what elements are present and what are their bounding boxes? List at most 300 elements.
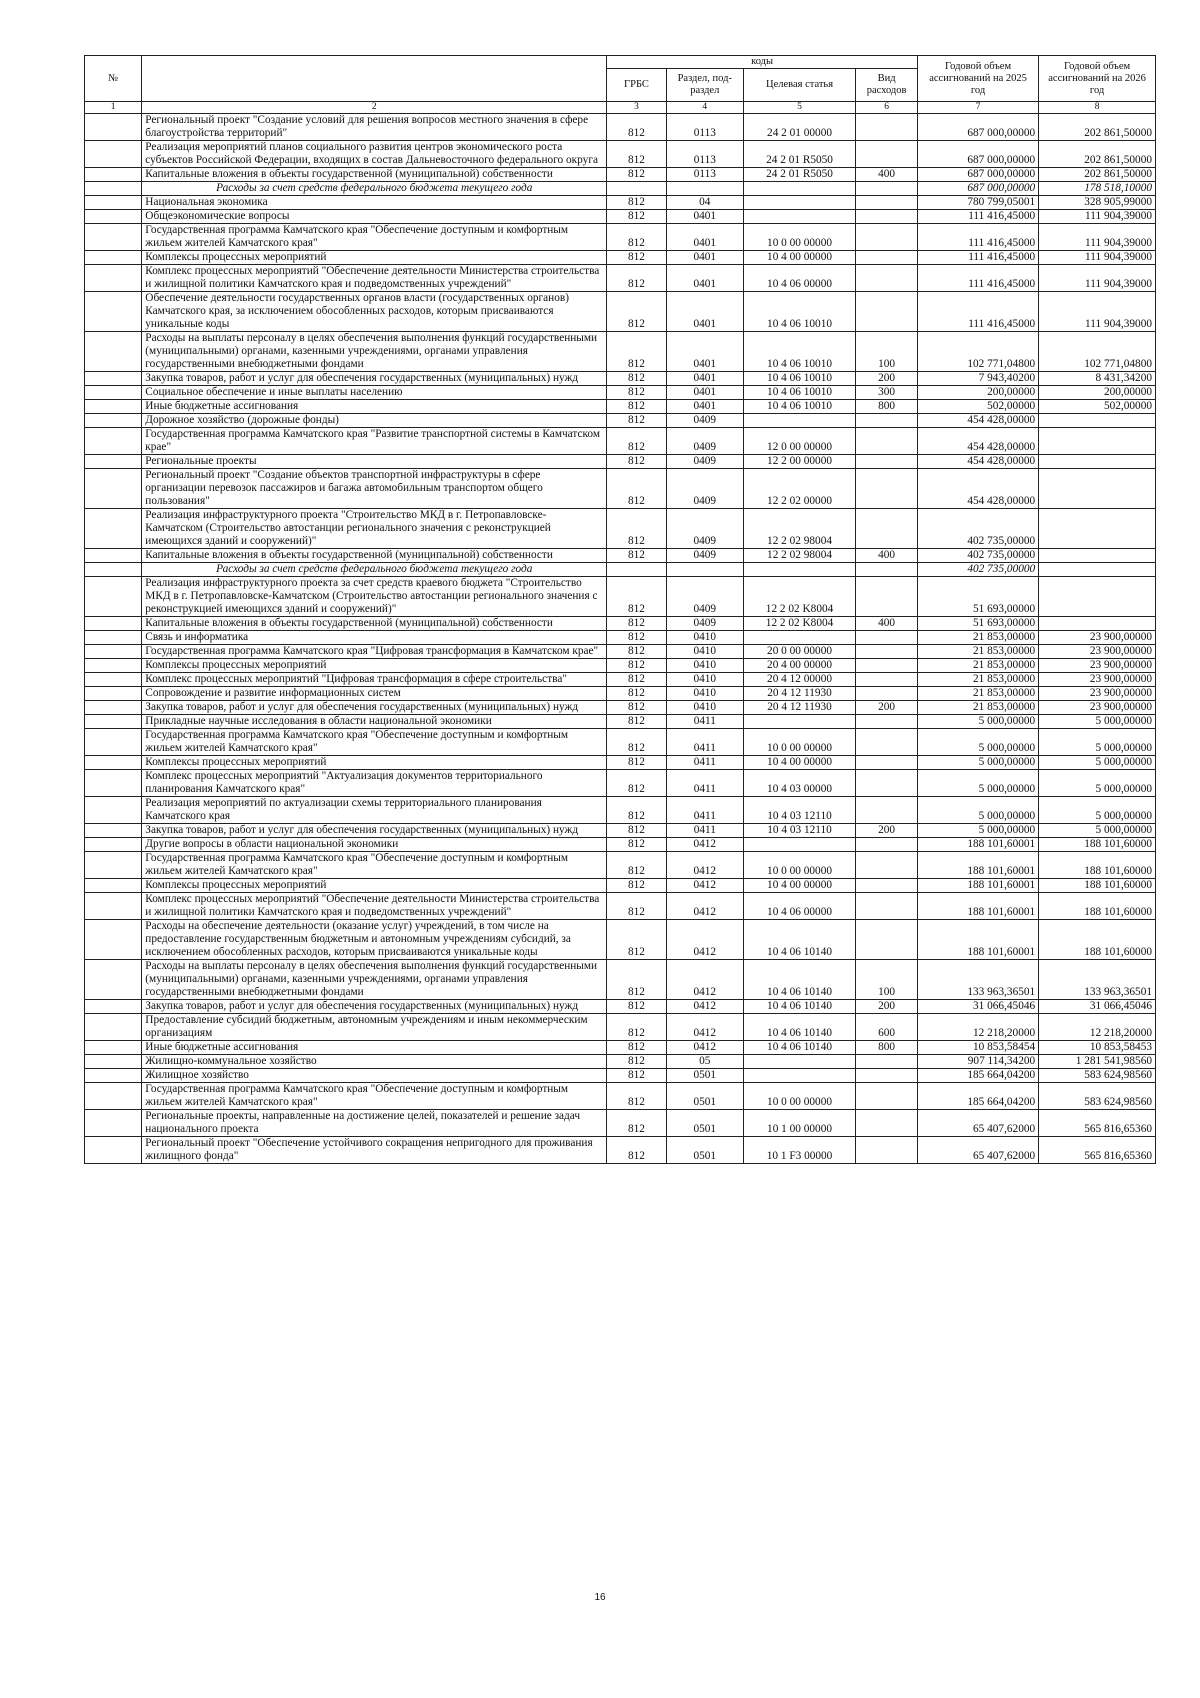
table-row: [85, 182, 1156, 196]
row-volume-2025-cell: 111 416,45000: [917, 265, 1038, 292]
row-volume-2026-cell: 188 101,60000: [1039, 920, 1156, 960]
row-target-cell: 12 2 02 98004: [743, 549, 855, 563]
row-volume-2026-cell: [1039, 414, 1156, 428]
row-volume-2025-cell: 5 000,00000: [917, 729, 1038, 756]
row-volume-2025-cell: 200,00000: [917, 386, 1038, 400]
row-name-cell: Комплексы процессных мероприятий: [142, 251, 607, 265]
header-name: [142, 56, 607, 102]
row-grbs-cell: 812: [607, 224, 666, 251]
row-section-cell: 0410: [666, 701, 743, 715]
row-volume-2025-cell: 454 428,00000: [917, 469, 1038, 509]
row-volume-2025-cell: 21 853,00000: [917, 659, 1038, 673]
row-grbs-cell: 812: [607, 1083, 666, 1110]
row-grbs-cell: 812: [607, 196, 666, 210]
row-index-cell: [85, 879, 142, 893]
row-expense-type-cell: [856, 838, 918, 852]
row-expense-type-cell: 400: [856, 617, 918, 631]
row-volume-2026-cell: 102 771,04800: [1039, 332, 1156, 372]
row-name-cell: Закупка товаров, работ и услуг для обеспечения государственных (муниципальных) нужд: [142, 1000, 607, 1014]
row-volume-2026-cell: 23 900,00000: [1039, 631, 1156, 645]
row-volume-2026-cell: 10 853,58453: [1039, 1041, 1156, 1055]
row-name-cell: Закупка товаров, работ и услуг для обеспечения государственных (муниципальных) нужд: [142, 824, 607, 838]
row-target-cell: 12 2 02 K8004: [743, 617, 855, 631]
row-name-cell: Комплексы процессных мероприятий: [142, 879, 607, 893]
row-section-cell: 0411: [666, 797, 743, 824]
row-section-cell: 0501: [666, 1137, 743, 1164]
row-volume-2025-cell: 5 000,00000: [917, 756, 1038, 770]
row-section-cell: 0409: [666, 414, 743, 428]
row-name-cell: Реализация мероприятий по актуализации схемы территориального планирования Камчатского края: [142, 797, 607, 824]
row-section-cell: 0410: [666, 673, 743, 687]
table-row: [85, 645, 1156, 659]
row-grbs-cell: 812: [607, 428, 666, 455]
row-index-cell: [85, 563, 142, 577]
row-section-cell: 0411: [666, 824, 743, 838]
row-name-cell: Государственная программа Камчатского края "Обеспечение доступным и комфортным жильем жителей Камчатского края": [142, 224, 607, 251]
row-volume-2026-cell: 202 861,50000: [1039, 114, 1156, 141]
row-index-cell: [85, 265, 142, 292]
row-target-cell: 10 4 06 10140: [743, 1041, 855, 1055]
row-volume-2025-cell: 12 218,20000: [917, 1014, 1038, 1041]
header-codes: коды: [607, 56, 918, 69]
row-index-cell: [85, 756, 142, 770]
row-volume-2026-cell: 188 101,60000: [1039, 838, 1156, 852]
row-grbs-cell: 812: [607, 687, 666, 701]
row-volume-2025-cell: 65 407,62000: [917, 1137, 1038, 1164]
table-row: [85, 1000, 1156, 1014]
row-index-cell: [85, 168, 142, 182]
row-expense-type-cell: [856, 770, 918, 797]
row-section-cell: [666, 563, 743, 577]
row-section-cell: 0401: [666, 400, 743, 414]
row-target-cell: 10 4 06 10140: [743, 1000, 855, 1014]
row-grbs-cell: 812: [607, 838, 666, 852]
row-expense-type-cell: [856, 251, 918, 265]
row-grbs-cell: 812: [607, 673, 666, 687]
row-index-cell: [85, 372, 142, 386]
row-grbs-cell: 812: [607, 414, 666, 428]
row-index-cell: [85, 659, 142, 673]
header-expense-type: Вид расходов: [856, 69, 918, 102]
row-expense-type-cell: 200: [856, 701, 918, 715]
row-expense-type-cell: [856, 577, 918, 617]
row-index-cell: [85, 838, 142, 852]
table-row: [85, 141, 1156, 168]
row-volume-2026-cell: [1039, 617, 1156, 631]
row-target-cell: 10 0 00 00000: [743, 224, 855, 251]
row-volume-2025-cell: 402 735,00000: [917, 549, 1038, 563]
row-section-cell: 0412: [666, 920, 743, 960]
row-grbs-cell: 812: [607, 509, 666, 549]
row-name-cell: Закупка товаров, работ и услуг для обеспечения государственных (муниципальных) нужд: [142, 372, 607, 386]
row-grbs-cell: 812: [607, 824, 666, 838]
row-target-cell: 10 0 00 00000: [743, 729, 855, 756]
row-target-cell: [743, 838, 855, 852]
row-volume-2025-cell: 188 101,60001: [917, 852, 1038, 879]
row-grbs-cell: 812: [607, 645, 666, 659]
row-index-cell: [85, 1083, 142, 1110]
row-name-cell: Предоставление субсидий бюджетным, автономным учреждениям и иным некоммерческим организациям: [142, 1014, 607, 1041]
table-row: [85, 1069, 1156, 1083]
row-target-cell: [743, 1055, 855, 1069]
row-volume-2026-cell: 200,00000: [1039, 386, 1156, 400]
row-target-cell: [743, 196, 855, 210]
row-name-cell: Комплекс процессных мероприятий "Актуализация документов территориального планирования Камчатского края": [142, 770, 607, 797]
table-row: [85, 659, 1156, 673]
row-volume-2026-cell: [1039, 577, 1156, 617]
row-target-cell: 10 4 06 10140: [743, 960, 855, 1000]
row-name-cell: Государственная программа Камчатского края "Развитие транспортной системы в Камчатском крае": [142, 428, 607, 455]
row-name-cell: Комплекс процессных мероприятий "Обеспечение деятельности Министерства строительства и жилищной политики Камчатского края и подведомственных учреждений": [142, 893, 607, 920]
row-expense-type-cell: [856, 1069, 918, 1083]
row-target-cell: 24 2 01 R5050: [743, 168, 855, 182]
row-grbs-cell: 812: [607, 1069, 666, 1083]
row-target-cell: 10 4 06 10010: [743, 372, 855, 386]
row-index-cell: [85, 893, 142, 920]
row-section-cell: 0412: [666, 893, 743, 920]
header-row-top: [85, 56, 1156, 69]
table-row: [85, 879, 1156, 893]
budget-rows: [85, 114, 1156, 1164]
row-name-cell: Расходы на выплаты персоналу в целях обеспечения выполнения функций государственными (муниципальными) органами, казенными учреждениями, органами управления государственными внебюджетными фондами: [142, 960, 607, 1000]
table-row: [85, 372, 1156, 386]
row-index-cell: [85, 428, 142, 455]
row-volume-2025-cell: 5 000,00000: [917, 715, 1038, 729]
row-index-cell: [85, 1041, 142, 1055]
row-volume-2026-cell: 23 900,00000: [1039, 673, 1156, 687]
row-grbs-cell: 812: [607, 1041, 666, 1055]
table-row: [85, 224, 1156, 251]
row-grbs-cell: 812: [607, 577, 666, 617]
row-section-cell: 0401: [666, 265, 743, 292]
row-grbs-cell: 812: [607, 114, 666, 141]
row-name-cell: Государственная программа Камчатского края "Обеспечение доступным и комфортным жильем жителей Камчатского края": [142, 1083, 607, 1110]
table-row: [85, 631, 1156, 645]
row-volume-2026-cell: 111 904,39000: [1039, 251, 1156, 265]
row-index-cell: [85, 1110, 142, 1137]
row-expense-type-cell: [856, 631, 918, 645]
row-target-cell: 20 4 12 11930: [743, 701, 855, 715]
row-section-cell: 0412: [666, 1000, 743, 1014]
column-number: 1: [85, 102, 142, 114]
row-name-cell: Жилищно-коммунальное хозяйство: [142, 1055, 607, 1069]
row-volume-2025-cell: 111 416,45000: [917, 251, 1038, 265]
row-index-cell: [85, 182, 142, 196]
row-name-cell: Государственная программа Камчатского края "Обеспечение доступным и комфортным жильем жителей Камчатского края": [142, 729, 607, 756]
row-section-cell: 0409: [666, 509, 743, 549]
row-expense-type-cell: [856, 729, 918, 756]
row-target-cell: 24 2 01 00000: [743, 114, 855, 141]
row-volume-2025-cell: 780 799,05001: [917, 196, 1038, 210]
row-section-cell: 0401: [666, 332, 743, 372]
row-name-cell: Прикладные научные исследования в области национальной экономики: [142, 715, 607, 729]
row-grbs-cell: 812: [607, 168, 666, 182]
row-name-cell: Реализация инфраструктурного проекта за счет средств краевого бюджета "Строительство МКД в г. Петропавловске-Камчатском (Строительство автостанции регионального значения с реконструкцией имеющихся зданий и сооружений)": [142, 577, 607, 617]
row-target-cell: 10 0 00 00000: [743, 852, 855, 879]
row-volume-2026-cell: 1 281 541,98560: [1039, 1055, 1156, 1069]
row-section-cell: 0401: [666, 372, 743, 386]
row-name-cell: Региональный проект "Создание условий для решения вопросов местного значения в сфере благоустройства территорий": [142, 114, 607, 141]
table-row: [85, 838, 1156, 852]
page-number: 16: [594, 1592, 606, 1603]
row-volume-2026-cell: 178 518,10000: [1039, 182, 1156, 196]
table-row: [85, 1055, 1156, 1069]
row-grbs-cell: 812: [607, 251, 666, 265]
row-target-cell: 10 4 06 00000: [743, 265, 855, 292]
row-volume-2025-cell: 21 853,00000: [917, 687, 1038, 701]
row-section-cell: 0409: [666, 549, 743, 563]
header-number: №: [85, 56, 142, 102]
row-volume-2025-cell: 21 853,00000: [917, 645, 1038, 659]
row-name-cell: Капитальные вложения в объекты государственной (муниципальной) собственности: [142, 168, 607, 182]
row-name-cell: Комплексы процессных мероприятий: [142, 756, 607, 770]
row-name-cell: Иные бюджетные ассигнования: [142, 1041, 607, 1055]
row-section-cell: 0409: [666, 577, 743, 617]
table-row: [85, 292, 1156, 332]
row-expense-type-cell: 800: [856, 400, 918, 414]
row-volume-2025-cell: 51 693,00000: [917, 617, 1038, 631]
row-volume-2026-cell: 188 101,60000: [1039, 893, 1156, 920]
row-expense-type-cell: 300: [856, 386, 918, 400]
row-expense-type-cell: [856, 141, 918, 168]
row-expense-type-cell: [856, 428, 918, 455]
row-section-cell: 0501: [666, 1110, 743, 1137]
row-index-cell: [85, 824, 142, 838]
row-target-cell: 10 4 03 12110: [743, 824, 855, 838]
row-section-cell: 0401: [666, 210, 743, 224]
row-expense-type-cell: [856, 182, 918, 196]
row-volume-2026-cell: 328 905,99000: [1039, 196, 1156, 210]
row-expense-type-cell: 600: [856, 1014, 918, 1041]
header-volume-2026: Годовой объем ассигнований на 2026 год: [1039, 56, 1156, 102]
row-target-cell: 10 4 00 00000: [743, 251, 855, 265]
row-grbs-cell: 812: [607, 797, 666, 824]
row-volume-2025-cell: 185 664,04200: [917, 1083, 1038, 1110]
row-volume-2025-cell: 10 853,58454: [917, 1041, 1038, 1055]
table-row: [85, 1137, 1156, 1164]
row-target-cell: 10 1 F3 00000: [743, 1137, 855, 1164]
table-row: [85, 414, 1156, 428]
row-name-cell: Региональные проекты, направленные на достижение целей, показателей и решение задач национального проекта: [142, 1110, 607, 1137]
row-grbs-cell: 812: [607, 701, 666, 715]
row-volume-2026-cell: 23 900,00000: [1039, 687, 1156, 701]
row-volume-2025-cell: 188 101,60001: [917, 838, 1038, 852]
row-volume-2026-cell: 583 624,98560: [1039, 1069, 1156, 1083]
row-name-cell: Комплекс процессных мероприятий "Цифровая трансформация в сфере строительства": [142, 673, 607, 687]
row-volume-2025-cell: 111 416,45000: [917, 210, 1038, 224]
row-section-cell: 0410: [666, 645, 743, 659]
row-expense-type-cell: [856, 1110, 918, 1137]
row-name-cell: Реализация инфраструктурного проекта "Строительство МКД в г. Петропавловске-Камчатском (Строительство автостанции регионального значения с реконструкцией имеющихся зданий и сооружений)": [142, 509, 607, 549]
row-expense-type-cell: [856, 673, 918, 687]
row-index-cell: [85, 469, 142, 509]
row-volume-2025-cell: 185 664,04200: [917, 1069, 1038, 1083]
row-volume-2025-cell: 907 114,34200: [917, 1055, 1038, 1069]
row-name-cell: Расходы на выплаты персоналу в целях обеспечения выполнения функций государственными (муниципальными) органами, казенными учреждениями, органами управления государственными внебюджетными фондами: [142, 332, 607, 372]
row-grbs-cell: 812: [607, 549, 666, 563]
table-row: [85, 455, 1156, 469]
row-name-cell: Региональный проект "Создание объектов транспортной инфраструктуры в сфере организации перевозок пассажиров и багажа автомобильным транспортом общего пользования": [142, 469, 607, 509]
table-row: [85, 265, 1156, 292]
row-index-cell: [85, 196, 142, 210]
table-row: [85, 960, 1156, 1000]
row-volume-2025-cell: 133 963,36501: [917, 960, 1038, 1000]
table-row: [85, 469, 1156, 509]
row-expense-type-cell: [856, 1083, 918, 1110]
row-expense-type-cell: [856, 292, 918, 332]
row-volume-2026-cell: 111 904,39000: [1039, 210, 1156, 224]
row-volume-2025-cell: 687 000,00000: [917, 114, 1038, 141]
table-row: [85, 549, 1156, 563]
row-section-cell: 0412: [666, 1014, 743, 1041]
row-index-cell: [85, 797, 142, 824]
table-row: [85, 852, 1156, 879]
row-grbs-cell: 812: [607, 332, 666, 372]
row-index-cell: [85, 645, 142, 659]
row-index-cell: [85, 455, 142, 469]
row-section-cell: 0412: [666, 852, 743, 879]
row-volume-2026-cell: [1039, 469, 1156, 509]
row-name-cell: Региональные проекты: [142, 455, 607, 469]
row-grbs-cell: 812: [607, 469, 666, 509]
row-volume-2025-cell: 687 000,00000: [917, 141, 1038, 168]
row-volume-2026-cell: 5 000,00000: [1039, 715, 1156, 729]
row-target-cell: [743, 182, 855, 196]
row-expense-type-cell: [856, 687, 918, 701]
row-volume-2026-cell: 23 900,00000: [1039, 659, 1156, 673]
row-target-cell: 10 4 06 10140: [743, 1014, 855, 1041]
row-index-cell: [85, 673, 142, 687]
row-grbs-cell: 812: [607, 1055, 666, 1069]
table-row: [85, 196, 1156, 210]
table-row: [85, 701, 1156, 715]
row-name-cell: Жилищное хозяйство: [142, 1069, 607, 1083]
row-target-cell: 12 2 02 K8004: [743, 577, 855, 617]
row-grbs-cell: 812: [607, 1110, 666, 1137]
row-grbs-cell: 812: [607, 715, 666, 729]
row-section-cell: [666, 182, 743, 196]
row-name-cell: Расходы на обеспечение деятельности (оказание услуг) учреждений, в том числе на предоставление государственным бюджетным и автономным учреждениям субсидий, за исключением обособленных расходов, которым присваиваются уникальные коды: [142, 920, 607, 960]
table-row: [85, 797, 1156, 824]
row-grbs-cell: 812: [607, 893, 666, 920]
column-number: 4: [666, 102, 743, 114]
row-grbs-cell: 812: [607, 729, 666, 756]
table-row: [85, 715, 1156, 729]
row-grbs-cell: 812: [607, 386, 666, 400]
row-section-cell: 0411: [666, 770, 743, 797]
row-target-cell: [743, 1069, 855, 1083]
row-section-cell: 0401: [666, 251, 743, 265]
row-grbs-cell: 812: [607, 455, 666, 469]
table-row: [85, 386, 1156, 400]
row-expense-type-cell: [856, 756, 918, 770]
row-name-cell: Капитальные вложения в объекты государственной (муниципальной) собственности: [142, 617, 607, 631]
row-section-cell: 0409: [666, 469, 743, 509]
row-name-cell: Расходы за счет средств федерального бюджета текущего года: [142, 182, 607, 196]
header-volume-2025: Годовой объем ассигнований на 2025 год: [917, 56, 1038, 102]
row-section-cell: 0409: [666, 428, 743, 455]
row-volume-2025-cell: 65 407,62000: [917, 1110, 1038, 1137]
row-volume-2026-cell: 5 000,00000: [1039, 756, 1156, 770]
row-section-cell: 0113: [666, 141, 743, 168]
row-name-cell: Реализация мероприятий планов социального развития центров экономического роста субъектов Российской Федерации, входящих в состав Дальневосточного федерального округа: [142, 141, 607, 168]
row-volume-2025-cell: 454 428,00000: [917, 414, 1038, 428]
row-section-cell: 0410: [666, 659, 743, 673]
row-index-cell: [85, 960, 142, 1000]
row-volume-2026-cell: 111 904,39000: [1039, 224, 1156, 251]
row-volume-2025-cell: 111 416,45000: [917, 224, 1038, 251]
row-volume-2026-cell: 5 000,00000: [1039, 770, 1156, 797]
row-target-cell: 20 4 12 00000: [743, 673, 855, 687]
row-index-cell: [85, 400, 142, 414]
table-row: [85, 563, 1156, 577]
row-index-cell: [85, 386, 142, 400]
row-target-cell: 12 2 02 00000: [743, 469, 855, 509]
row-grbs-cell: 812: [607, 372, 666, 386]
row-grbs-cell: 812: [607, 1000, 666, 1014]
row-index-cell: [85, 224, 142, 251]
row-expense-type-cell: [856, 265, 918, 292]
row-name-cell: Комплекс процессных мероприятий "Обеспечение деятельности Министерства строительства и жилищной политики Камчатского края и подведомственных учреждений": [142, 265, 607, 292]
row-index-cell: [85, 509, 142, 549]
row-volume-2026-cell: 188 101,60000: [1039, 852, 1156, 879]
table-row: [85, 770, 1156, 797]
row-section-cell: 0113: [666, 114, 743, 141]
header-section: Раздел, под-раздел: [666, 69, 743, 102]
row-volume-2026-cell: 111 904,39000: [1039, 265, 1156, 292]
column-number-row: [85, 102, 1156, 114]
row-name-cell: Комплексы процессных мероприятий: [142, 659, 607, 673]
row-name-cell: Дорожное хозяйство (дорожные фонды): [142, 414, 607, 428]
row-section-cell: 0412: [666, 879, 743, 893]
row-grbs-cell: 812: [607, 659, 666, 673]
row-volume-2025-cell: 454 428,00000: [917, 428, 1038, 455]
row-volume-2025-cell: 5 000,00000: [917, 824, 1038, 838]
table-row: [85, 824, 1156, 838]
row-grbs-cell: 812: [607, 770, 666, 797]
table-row: [85, 673, 1156, 687]
row-expense-type-cell: 100: [856, 332, 918, 372]
column-number: 6: [856, 102, 918, 114]
row-volume-2026-cell: 23 900,00000: [1039, 701, 1156, 715]
row-section-cell: 0410: [666, 631, 743, 645]
table-row: [85, 400, 1156, 414]
table-row: [85, 1041, 1156, 1055]
row-volume-2025-cell: 21 853,00000: [917, 701, 1038, 715]
column-number: 8: [1039, 102, 1156, 114]
row-volume-2025-cell: 188 101,60001: [917, 920, 1038, 960]
row-target-cell: 10 4 03 00000: [743, 770, 855, 797]
row-grbs-cell: 812: [607, 141, 666, 168]
table-row: [85, 332, 1156, 372]
row-section-cell: 0501: [666, 1083, 743, 1110]
row-grbs-cell: 812: [607, 852, 666, 879]
row-volume-2025-cell: 111 416,45000: [917, 292, 1038, 332]
row-name-cell: Другие вопросы в области национальной экономики: [142, 838, 607, 852]
row-target-cell: 10 4 00 00000: [743, 879, 855, 893]
row-target-cell: 20 4 00 00000: [743, 659, 855, 673]
row-target-cell: 10 4 03 12110: [743, 797, 855, 824]
row-target-cell: [743, 414, 855, 428]
row-index-cell: [85, 549, 142, 563]
row-grbs-cell: 812: [607, 879, 666, 893]
row-target-cell: 20 4 12 11930: [743, 687, 855, 701]
row-volume-2026-cell: 565 816,65360: [1039, 1110, 1156, 1137]
row-expense-type-cell: [856, 224, 918, 251]
row-name-cell: Региональный проект "Обеспечение устойчивого сокращения непригодного для проживания жилищного фонда": [142, 1137, 607, 1164]
row-index-cell: [85, 577, 142, 617]
row-name-cell: Общеэкономические вопросы: [142, 210, 607, 224]
